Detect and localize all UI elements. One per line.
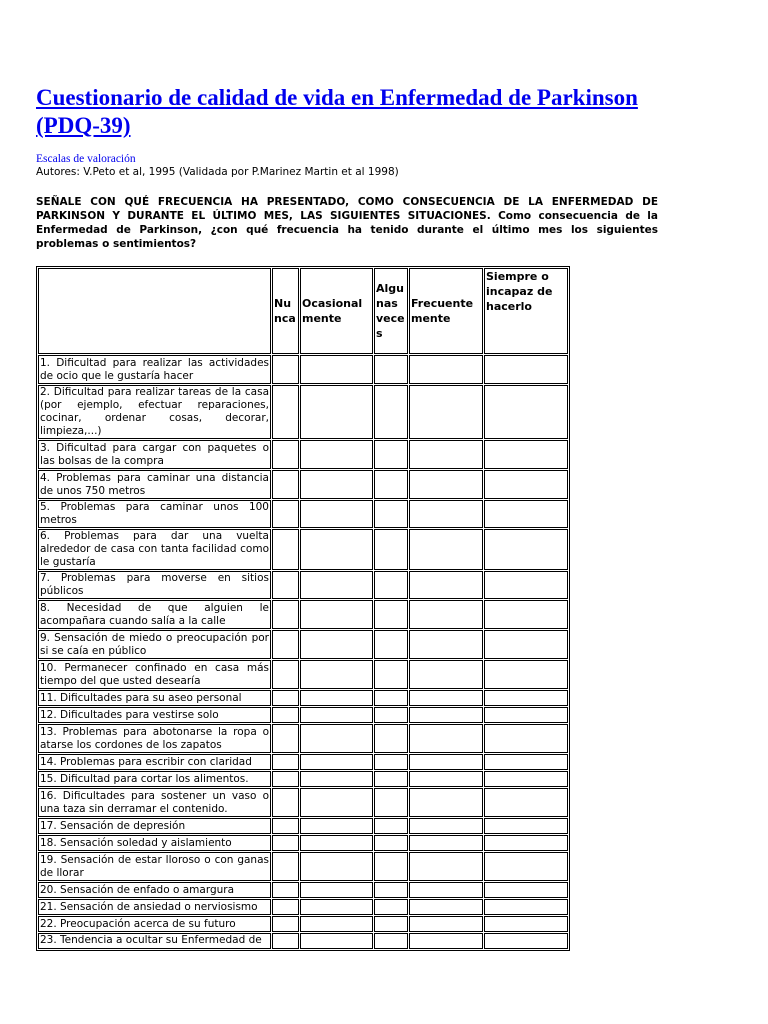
answer-cell[interactable] <box>374 660 408 689</box>
question-text: 7. Problemas para moverse en sitios públicos <box>40 572 269 597</box>
answer-cell[interactable] <box>409 690 483 706</box>
header-row <box>38 268 568 354</box>
answer-cell[interactable] <box>272 818 299 834</box>
answer-cell[interactable] <box>374 529 408 570</box>
answer-cell[interactable] <box>409 852 483 881</box>
answer-cell[interactable] <box>300 355 373 384</box>
answer-cell[interactable] <box>374 754 408 770</box>
question-text: 22. Preocupación acerca de su futuro <box>38 916 271 932</box>
answer-cell[interactable] <box>484 852 568 881</box>
table-row <box>38 916 568 932</box>
answer-cell[interactable] <box>484 529 568 570</box>
table-row <box>38 882 568 898</box>
answer-cell[interactable] <box>374 933 408 949</box>
answer-cell[interactable] <box>300 754 373 770</box>
answer-cell[interactable] <box>300 385 373 439</box>
answer-cell[interactable] <box>374 385 408 439</box>
table-row <box>38 571 568 599</box>
answer-cell[interactable] <box>272 500 299 528</box>
answer-cell[interactable] <box>374 470 408 499</box>
answer-cell[interactable] <box>272 385 299 439</box>
answer-cell[interactable] <box>300 660 373 689</box>
answer-cell[interactable] <box>484 899 568 915</box>
question-text: 3. Dificultad para cargar con paquetes o las bolsas de la compra <box>38 440 271 469</box>
answer-cell[interactable] <box>300 882 373 898</box>
question-text: 12. Dificultades para vestirse solo <box>38 707 271 723</box>
answer-cell[interactable] <box>272 852 299 881</box>
answer-cell[interactable] <box>409 933 483 949</box>
question-text: 6. Problemas para dar una vuelta alrededor de casa con tanta facilidad como le gustaría <box>40 530 269 568</box>
answer-cell[interactable] <box>409 707 483 723</box>
answer-cell[interactable] <box>409 916 483 932</box>
answer-cell[interactable] <box>300 440 373 469</box>
answer-cell[interactable] <box>484 724 568 753</box>
answer-cell[interactable] <box>484 355 568 384</box>
answer-cell[interactable] <box>300 600 373 629</box>
answer-cell[interactable] <box>374 690 408 706</box>
column-header-algunas-veces: Algunas veces <box>374 268 408 354</box>
answer-cell[interactable] <box>300 771 373 787</box>
header-blank-cell <box>38 268 271 354</box>
question-text: 20. Sensación de enfado o amargura <box>38 882 271 898</box>
answer-cell[interactable] <box>300 852 373 881</box>
answer-cell[interactable] <box>409 440 483 469</box>
question-text: 5. Problemas para caminar unos 100 metros <box>40 501 269 526</box>
answer-cell[interactable] <box>484 818 568 834</box>
answer-cell[interactable] <box>374 899 408 915</box>
answer-cell[interactable] <box>409 660 483 689</box>
column-header-siempre: Siempre o incapaz de hacerlo <box>484 268 568 354</box>
answer-cell[interactable] <box>300 571 373 599</box>
answer-cell[interactable] <box>409 788 483 817</box>
answer-cell[interactable] <box>300 724 373 753</box>
answer-cell[interactable] <box>409 882 483 898</box>
answer-cell[interactable] <box>484 470 568 499</box>
answer-cell[interactable] <box>409 500 483 528</box>
answer-cell[interactable] <box>409 818 483 834</box>
questionnaire-body <box>38 355 568 949</box>
answer-cell[interactable] <box>272 899 299 915</box>
question-text: 10. Permanecer confinado en casa más tiempo del que usted desearía <box>38 660 271 689</box>
questionnaire-table <box>36 266 570 951</box>
answer-cell[interactable] <box>484 754 568 770</box>
answer-cell[interactable] <box>409 355 483 384</box>
answer-cell[interactable] <box>300 470 373 499</box>
authors-text: Autores: V.Peto et al, 1995 (Validada por P.Marinez Martin et al 1998) <box>36 166 399 178</box>
table-row <box>38 724 568 753</box>
answer-cell[interactable] <box>374 852 408 881</box>
answer-cell[interactable] <box>300 835 373 851</box>
answer-cell[interactable] <box>374 707 408 723</box>
answer-cell[interactable] <box>484 571 568 599</box>
answer-cell[interactable] <box>484 440 568 469</box>
answer-cell[interactable] <box>374 771 408 787</box>
answer-cell[interactable] <box>484 933 568 949</box>
answer-cell[interactable] <box>409 529 483 570</box>
table-row <box>38 385 568 439</box>
answer-cell[interactable] <box>374 835 408 851</box>
table-row <box>38 630 568 659</box>
answer-cell[interactable] <box>409 630 483 659</box>
answer-cell[interactable] <box>374 882 408 898</box>
answer-cell[interactable] <box>484 788 568 817</box>
table-row <box>38 707 568 723</box>
question-text: 2. Dificultad para realizar tareas de la casa (por ejemplo, efectuar reparaciones, cocinar, ordenar cosas, decorar, limpieza,...) <box>40 386 269 437</box>
question-text: 21. Sensación de ansiedad o nerviosismo <box>38 899 271 915</box>
answer-cell[interactable] <box>300 916 373 932</box>
table-row <box>38 529 568 570</box>
answer-cell[interactable] <box>272 660 299 689</box>
answer-cell[interactable] <box>374 630 408 659</box>
answer-cell[interactable] <box>484 385 568 439</box>
question-text: 13. Problemas para abotonarse la ropa o atarse los cordones de los zapatos <box>38 724 271 753</box>
answer-cell[interactable] <box>409 771 483 787</box>
question-text: 16. Dificultades para sostener un vaso o una taza sin derramar el contenido. <box>38 788 271 817</box>
table-row <box>38 600 568 629</box>
answer-cell[interactable] <box>272 835 299 851</box>
document-title-link[interactable]: Cuestionario de calidad de vida en Enfermedad de Parkinson (PDQ-39) <box>36 85 638 138</box>
answer-cell[interactable] <box>272 690 299 706</box>
answer-cell[interactable] <box>484 600 568 629</box>
answer-cell[interactable] <box>409 571 483 599</box>
table-row <box>38 355 568 384</box>
question-text: 11. Dificultades para su aseo personal <box>38 690 271 706</box>
table-row <box>38 660 568 689</box>
answer-cell[interactable] <box>300 707 373 723</box>
answer-cell[interactable] <box>272 754 299 770</box>
answer-cell[interactable] <box>272 630 299 659</box>
question-text: 9. Sensación de miedo o preocupación por si se caía en público <box>38 630 271 659</box>
question-text: 17. Sensación de depresión <box>38 818 271 834</box>
question-text: 18. Sensación soledad y aislamiento <box>38 835 271 851</box>
question-text: 23. Tendencia a ocultar su Enfermedad de <box>38 933 271 949</box>
answer-cell[interactable] <box>272 600 299 629</box>
table-row <box>38 470 568 499</box>
column-header-ocasionalmente: Ocasionalmente <box>300 268 373 354</box>
answer-cell[interactable] <box>374 500 408 528</box>
column-header-frecuentemente: Frecuentemente <box>409 268 483 354</box>
table-row <box>38 835 568 851</box>
column-header-nunca: Nunca <box>272 268 299 354</box>
answer-cell[interactable] <box>272 788 299 817</box>
answer-cell[interactable] <box>409 835 483 851</box>
answer-cell[interactable] <box>300 630 373 659</box>
answer-cell[interactable] <box>300 818 373 834</box>
answer-cell[interactable] <box>374 724 408 753</box>
answer-cell[interactable] <box>409 470 483 499</box>
table-row <box>38 818 568 834</box>
table-row <box>38 500 568 528</box>
answer-cell[interactable] <box>484 630 568 659</box>
question-text: 19. Sensación de estar lloroso o con ganas de llorar <box>38 852 271 881</box>
table-row <box>38 933 568 949</box>
answer-cell[interactable] <box>374 818 408 834</box>
answer-cell[interactable] <box>300 500 373 528</box>
question-text: 1. Dificultad para realizar las actividades de ocio que le gustaría hacer <box>38 355 271 384</box>
answer-cell[interactable] <box>272 355 299 384</box>
question-text: 8. Necesidad de que alguien le acompañara cuando salía a la calle <box>38 600 271 629</box>
table-row <box>38 852 568 881</box>
answer-cell[interactable] <box>409 600 483 629</box>
answer-cell[interactable] <box>409 899 483 915</box>
answer-cell[interactable] <box>300 529 373 570</box>
table-row <box>38 440 568 469</box>
answer-cell[interactable] <box>300 933 373 949</box>
answer-cell[interactable] <box>272 571 299 599</box>
answer-cell[interactable] <box>484 882 568 898</box>
answer-cell[interactable] <box>272 707 299 723</box>
answer-cell[interactable] <box>484 916 568 932</box>
answer-cell[interactable] <box>374 916 408 932</box>
question-text: 14. Problemas para escribir con claridad <box>38 754 271 770</box>
intro-instructions: SEÑALE CON QUÉ FRECUENCIA HA PRESENTADO, COMO CONSECUENCIA DE LA ENFERMEDAD DE PARKINSON Y DURANTE EL ÚLTIMO MES, LAS SIGUIENTES SITUACIONES. Como consecuencia de la Enfermedad de Parkinson, ¿con qué frecuencia ha tenido durante el último mes los siguientes problemas o sentimientos? <box>36 196 658 250</box>
answer-cell[interactable] <box>272 529 299 570</box>
answer-cell[interactable] <box>374 440 408 469</box>
table-row <box>38 771 568 787</box>
answer-cell[interactable] <box>484 771 568 787</box>
scales-link[interactable]: Escalas de valoración <box>36 153 136 165</box>
answer-cell[interactable] <box>374 571 408 599</box>
answer-cell[interactable] <box>484 707 568 723</box>
answer-cell[interactable] <box>272 724 299 753</box>
answer-cell[interactable] <box>409 724 483 753</box>
question-text: 4. Problemas para caminar una distancia de unos 750 metros <box>38 470 271 499</box>
answer-cell[interactable] <box>300 788 373 817</box>
answer-cell[interactable] <box>374 788 408 817</box>
answer-cell[interactable] <box>409 385 483 439</box>
answer-cell[interactable] <box>484 660 568 689</box>
answer-cell[interactable] <box>374 600 408 629</box>
table-row <box>38 899 568 915</box>
answer-cell[interactable] <box>272 470 299 499</box>
answer-cell[interactable] <box>272 882 299 898</box>
table-row <box>38 754 568 770</box>
table-row <box>38 788 568 817</box>
answer-cell[interactable] <box>272 916 299 932</box>
answer-cell[interactable] <box>272 440 299 469</box>
question-text: 15. Dificultad para cortar los alimentos. <box>38 771 271 787</box>
answer-cell[interactable] <box>409 754 483 770</box>
answer-cell[interactable] <box>300 690 373 706</box>
answer-cell[interactable] <box>300 899 373 915</box>
answer-cell[interactable] <box>272 771 299 787</box>
answer-cell[interactable] <box>374 355 408 384</box>
answer-cell[interactable] <box>484 835 568 851</box>
answer-cell[interactable] <box>484 500 568 528</box>
table-row <box>38 690 568 706</box>
answer-cell[interactable] <box>484 690 568 706</box>
answer-cell[interactable] <box>272 933 299 949</box>
